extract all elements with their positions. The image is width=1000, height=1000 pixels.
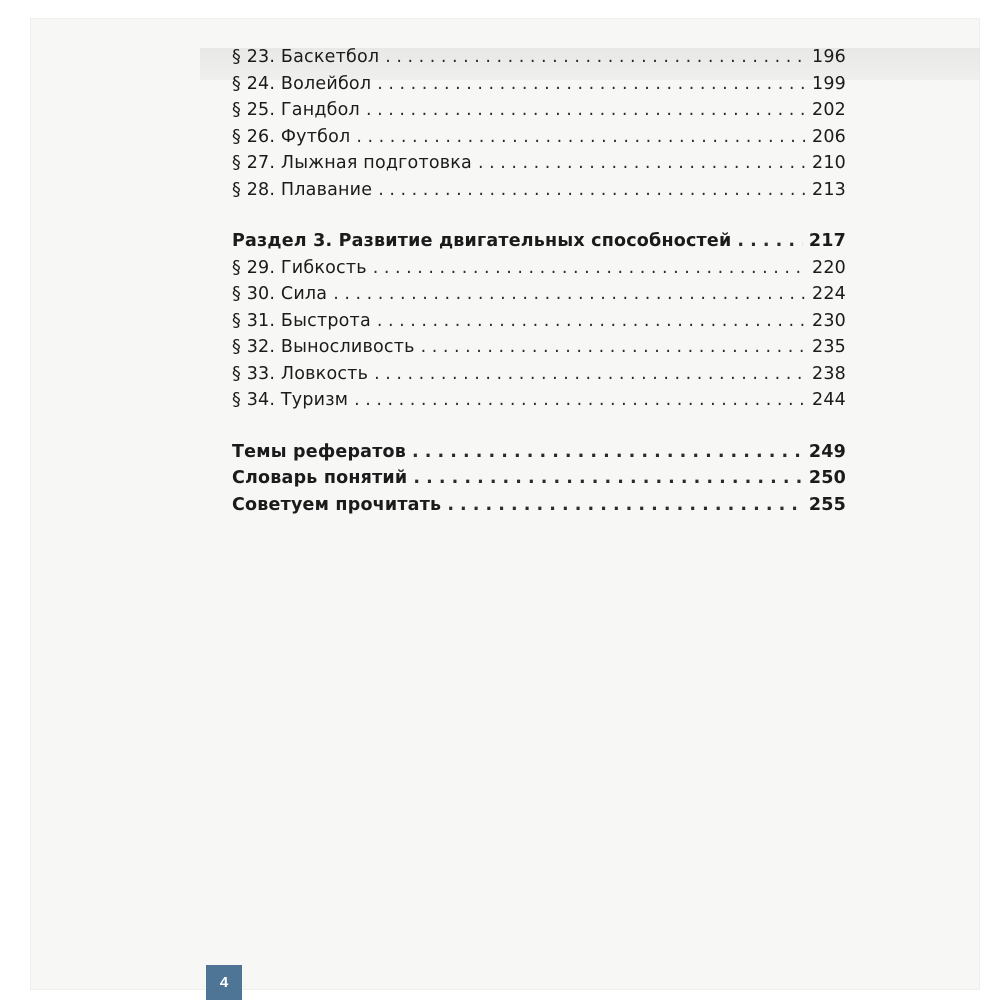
toc-entry-page: 202 — [811, 100, 846, 120]
dot-leader — [385, 47, 806, 67]
dot-leader — [366, 100, 806, 120]
toc-entry[interactable] — [232, 180, 846, 207]
toc-entry-page: 224 — [811, 284, 846, 304]
toc-section-label: Раздел 3. Развитие двигательных способностей — [232, 231, 732, 251]
dot-leader — [333, 284, 806, 304]
toc-entry-label: Темы рефератов — [232, 441, 407, 462]
dot-leader — [421, 337, 806, 357]
toc-entry-label: § 26. Футбол — [232, 126, 351, 147]
toc-section-heading[interactable] — [232, 231, 846, 258]
toc-entry-page: 255 — [808, 494, 846, 515]
toc-group-abilities — [232, 258, 846, 417]
toc-entry-label: § 31. Быстрота — [232, 310, 371, 331]
toc-appendix-entry[interactable] — [232, 468, 846, 495]
toc-group-sports — [232, 47, 846, 206]
toc-entry-label: § 32. Выносливость — [232, 337, 415, 357]
dot-leader — [374, 364, 806, 384]
dot-leader — [737, 231, 802, 251]
toc-entry-label: § 34. Туризм — [232, 390, 349, 410]
toc-entry[interactable] — [232, 100, 846, 127]
toc-entry-page: 213 — [811, 179, 846, 200]
spacer — [232, 417, 846, 442]
toc-entry-page: 199 — [811, 73, 846, 94]
toc-entry-label: § 29. Гибкость — [232, 257, 367, 278]
toc-entry-page: 235 — [811, 337, 846, 357]
toc-entry-page: 196 — [811, 47, 846, 67]
toc-entry[interactable] — [232, 364, 846, 391]
toc-entry-label: § 24. Волейбол — [232, 73, 372, 94]
dot-leader — [378, 180, 806, 200]
toc-section-page: 217 — [808, 231, 846, 251]
page-number: 4 — [219, 974, 229, 991]
spacer — [232, 206, 846, 231]
toc-entry[interactable] — [232, 311, 846, 338]
toc-entry[interactable] — [232, 74, 846, 101]
toc-appendix-entry[interactable] — [232, 442, 846, 469]
toc-entry-label: Словарь понятий — [232, 468, 408, 488]
toc-entry-label: § 25. Гандбол — [232, 100, 360, 120]
toc-entry-page: 250 — [808, 468, 846, 488]
toc-entry-page: 249 — [808, 441, 846, 462]
toc-entry[interactable] — [232, 47, 846, 74]
dot-leader — [447, 495, 803, 515]
page-number-badge — [206, 965, 242, 1000]
dot-leader — [478, 153, 806, 173]
toc-entry-label: § 27. Лыжная подготовка — [232, 153, 472, 173]
toc-entry-label: Советуем прочитать — [232, 494, 442, 515]
dot-leader — [412, 442, 803, 462]
toc-entry-label: § 23. Баскетбол — [232, 47, 380, 67]
toc-entry-page: 210 — [811, 153, 846, 173]
dot-leader — [373, 258, 806, 278]
table-of-contents — [232, 47, 846, 521]
toc-entry[interactable] — [232, 127, 846, 154]
toc-group-appendix — [232, 442, 846, 522]
dot-leader — [413, 468, 802, 488]
toc-entry[interactable] — [232, 258, 846, 285]
dot-leader — [377, 74, 806, 94]
toc-entry-page: 220 — [811, 257, 846, 278]
toc-entry-label: § 30. Сила — [232, 284, 328, 304]
toc-entry-label: § 33. Ловкость — [232, 363, 369, 384]
toc-entry[interactable] — [232, 390, 846, 417]
toc-entry[interactable] — [232, 284, 846, 311]
toc-entry-page: 230 — [811, 310, 846, 331]
toc-entry-label: § 28. Плавание — [232, 179, 373, 200]
dot-leader — [356, 127, 806, 147]
toc-appendix-entry[interactable] — [232, 495, 846, 522]
toc-entry[interactable] — [232, 337, 846, 364]
toc-entry-page: 244 — [811, 390, 846, 410]
dot-leader — [377, 311, 806, 331]
toc-entry-page: 238 — [811, 363, 846, 384]
toc-entry[interactable] — [232, 153, 846, 180]
toc-entry-page: 206 — [811, 126, 846, 147]
dot-leader — [354, 390, 806, 410]
